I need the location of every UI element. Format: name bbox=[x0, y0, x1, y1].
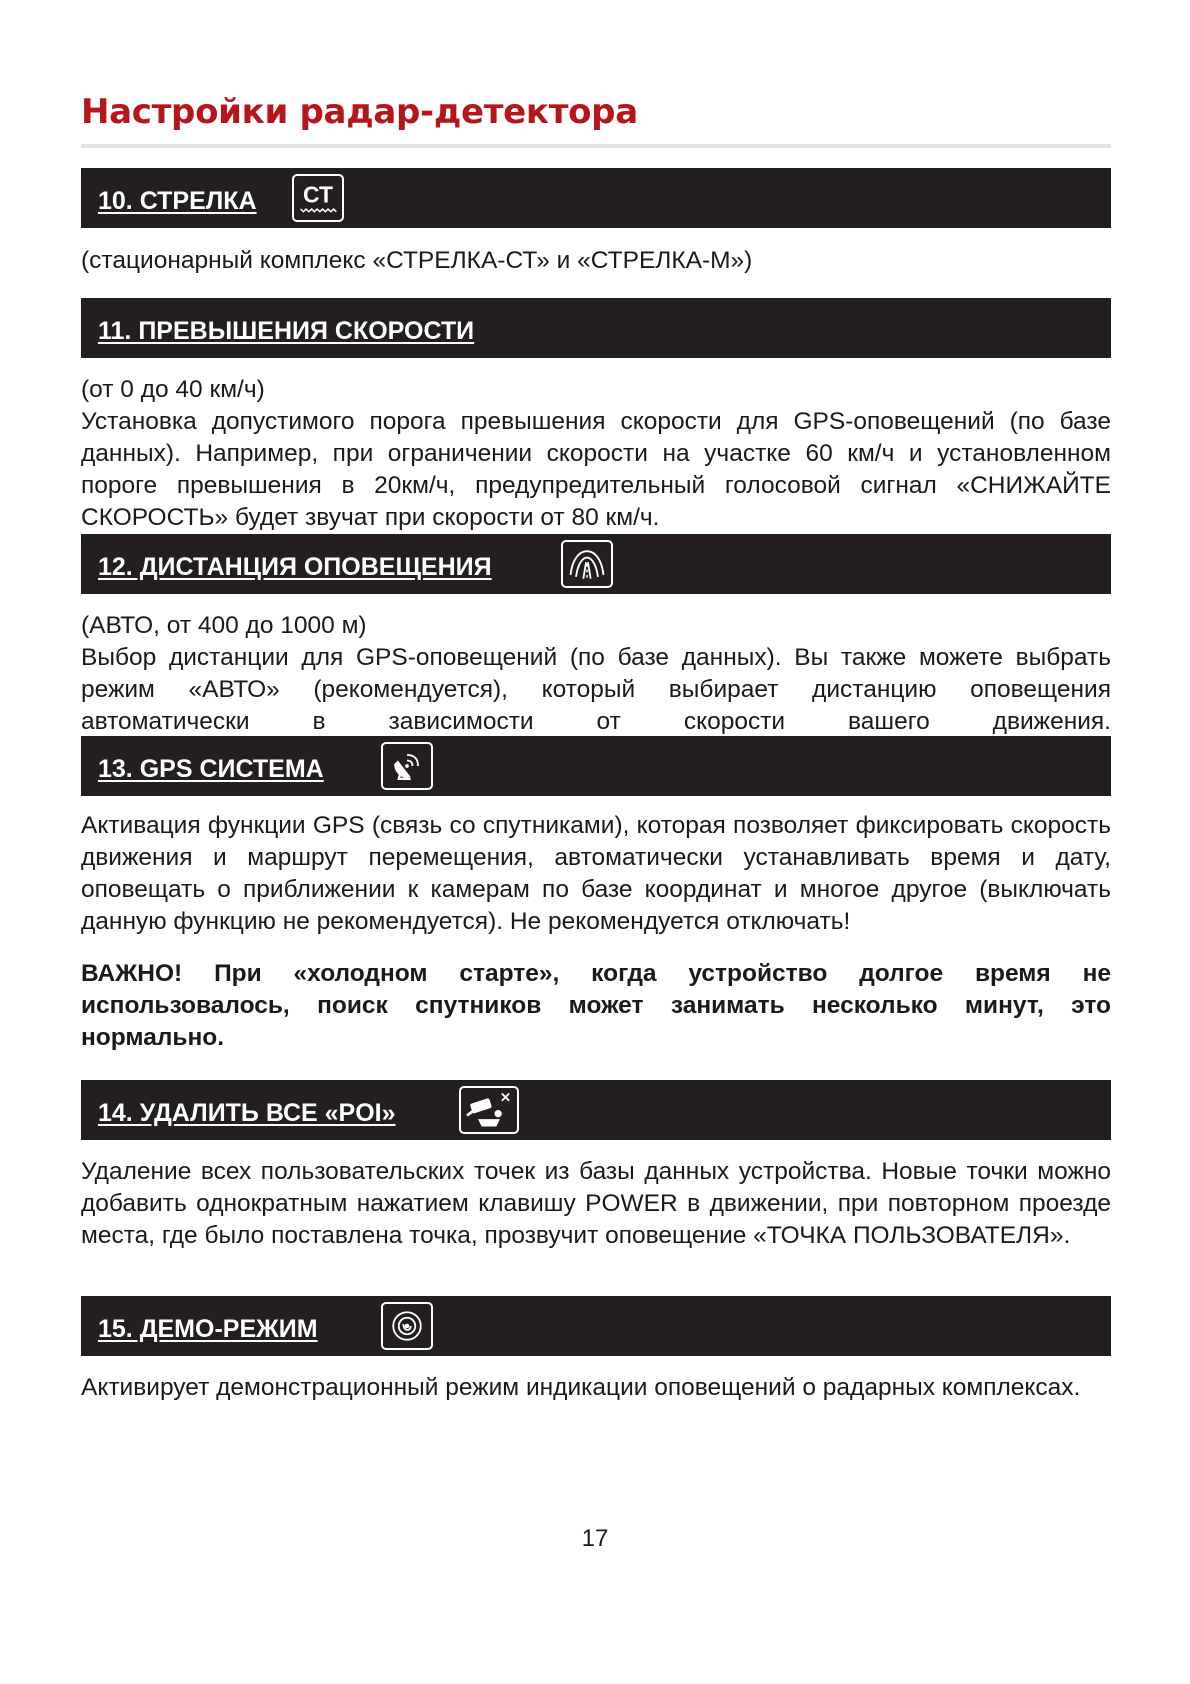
page-title: Настройки радар-детектора bbox=[81, 92, 638, 132]
section-heading: 11. ПРЕВЫШЕНИЯ СКОРОСТИ bbox=[98, 317, 475, 345]
section-13-header bbox=[81, 736, 1111, 796]
demo-mode-icon bbox=[381, 1302, 433, 1350]
section-15-text: Активирует демонстрационный режим индикации оповещений о радарных комплексах. bbox=[81, 1374, 1081, 1401]
satellite-dish-icon bbox=[381, 742, 433, 790]
section-12-header bbox=[81, 534, 1111, 594]
section-12-range: (АВТО, от 400 до 1000 м) bbox=[81, 612, 367, 639]
title-divider bbox=[81, 144, 1111, 148]
section-14-text: Удаление всех пользовательских точек из базы данных устройства. Новые точки можно добавить однократным нажатием клавишу POWER в движении, при повторном проезде места, где было поставлена точка, прозвучит оповещение «ТОЧКА ПОЛЬЗОВАТЕЛЯ». bbox=[81, 1158, 1111, 1249]
section-11-range: (от 0 до 40 км/ч) bbox=[81, 376, 265, 403]
section-heading: 10. СТРЕЛКА bbox=[98, 187, 257, 215]
delete-poi-camera-icon bbox=[459, 1086, 519, 1134]
strelka-ct-icon-text: СТ bbox=[303, 181, 333, 208]
section-11-header bbox=[81, 298, 1111, 358]
section-heading: 13. GPS СИСТЕМА bbox=[98, 755, 324, 783]
strelka-ct-icon bbox=[292, 174, 344, 222]
section-15-header bbox=[81, 1296, 1111, 1356]
section-heading: 12. ДИСТАНЦИЯ ОПОВЕЩЕНИЯ bbox=[98, 553, 492, 581]
section-14-header bbox=[81, 1080, 1111, 1140]
section-13-text: Активация функции GPS (связь со спутниками), которая позволяет фиксировать скорость движения и маршрут перемещения, автоматически устанавливать время и дату, оповещать о приближении к камерам по базе координат и многое другое (выключать данную функцию не рекомендуется). Не рекомендуется отключать! bbox=[81, 812, 1111, 935]
section-10-header bbox=[81, 168, 1111, 228]
section-heading: 15. ДЕМО-РЕЖИМ bbox=[98, 1315, 318, 1343]
road-distance-icon bbox=[561, 540, 613, 588]
section-13-important: ВАЖНО! При «холодном старте», когда устройство долгое время не использовалось, поиск спутников может занимать несколько минут, это нормально. bbox=[81, 960, 1111, 1051]
section-10-text: (стационарный комплекс «СТРЕЛКА-СТ» и «СТРЕЛКА-М») bbox=[81, 247, 753, 274]
section-heading: 14. УДАЛИТЬ ВСЕ «POI» bbox=[98, 1099, 396, 1127]
page-number: 17 bbox=[581, 1525, 609, 1552]
section-12-text: Выбор дистанции для GPS-оповещений (по базе данных). Вы также можете выбрать режим «АВТО» (рекомендуется), который выбирает дистанцию оповещения автоматически в зависимости от скорости вашего движения. bbox=[81, 644, 1111, 735]
section-11-text: Установка допустимого порога превышения скорости для GPS-оповещений (по базе данных). Например, при ограничении скорости на участке 60 км/ч и установленном пороге превышения в 20км/ч, предупредительный голосовой сигнал «СНИЖАЙТЕ СКОРОСТЬ» будет звучат при скорости от 80 км/ч. bbox=[81, 408, 1111, 531]
